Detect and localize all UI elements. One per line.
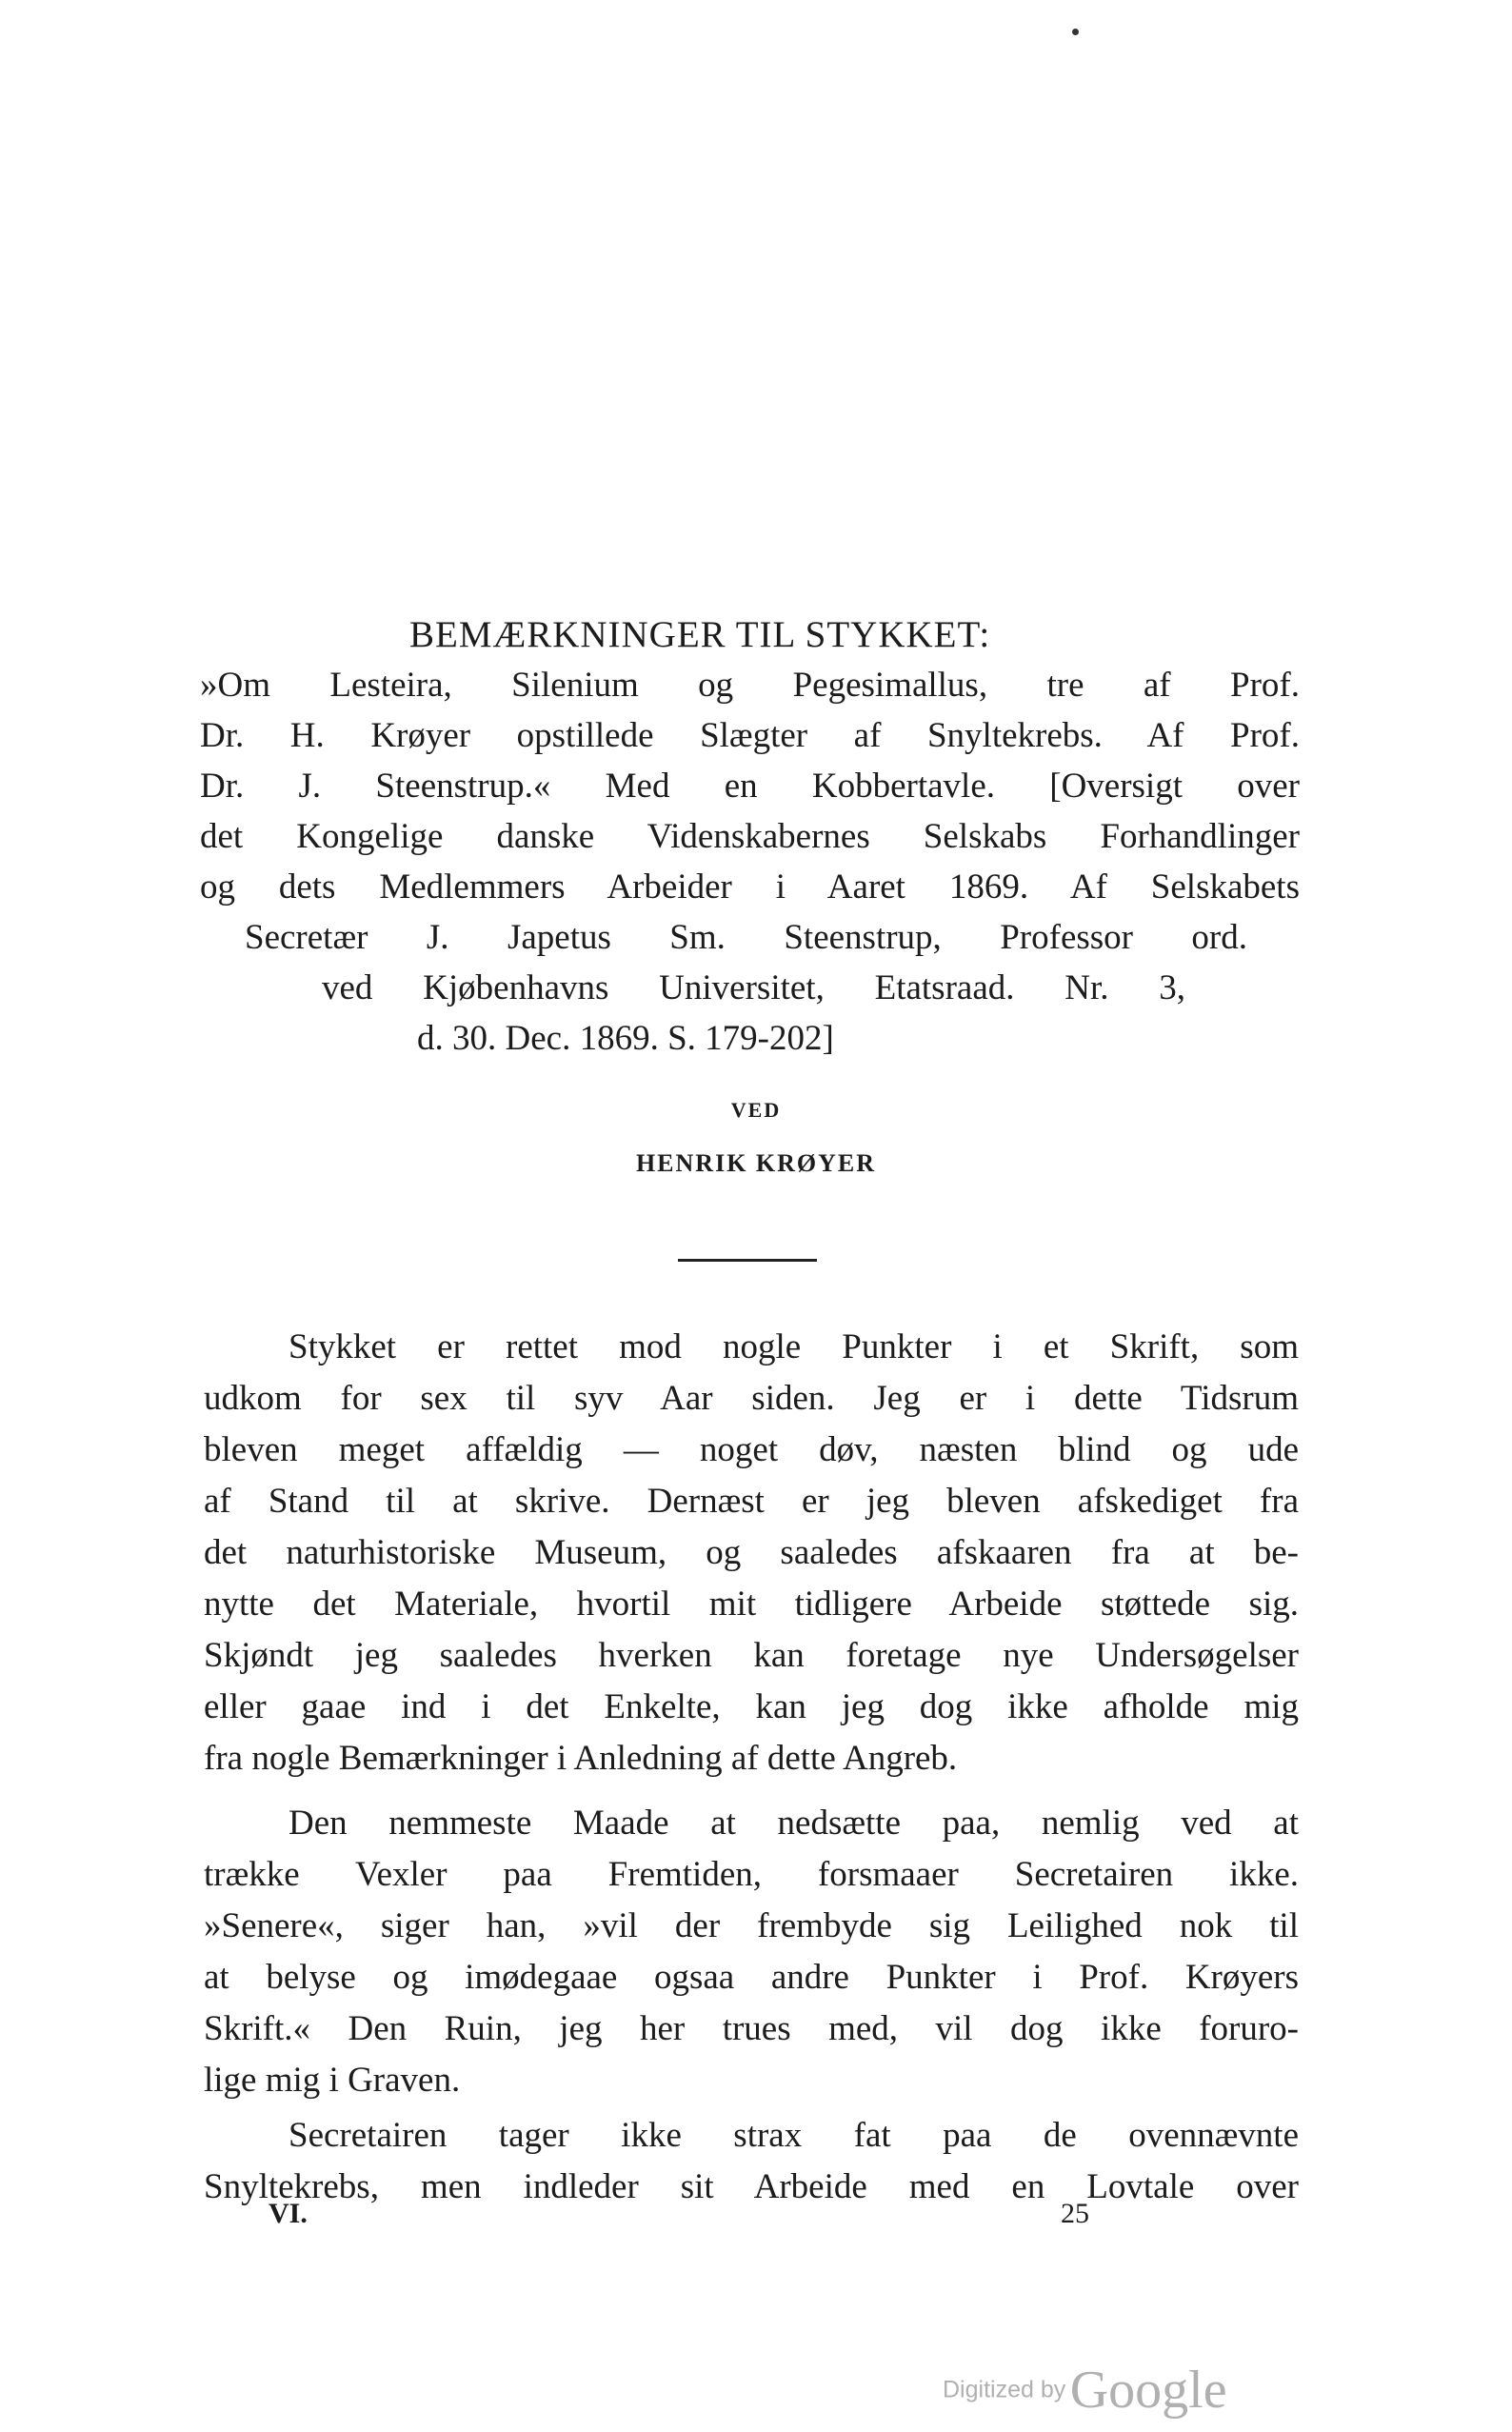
signature-mark: VI. — [269, 2198, 308, 2229]
heading-line: Secretær J. Japetus Sm. Steenstrup, Professor ord. — [245, 918, 1247, 957]
text-line: Den nemmeste Maade at nedsætte paa, nemlig ved at — [288, 1804, 1299, 1843]
text-line: det naturhistoriske Museum, og saaledes afskaaren fra at be- — [204, 1533, 1299, 1572]
text-line: udkom for sex til syv Aar siden. Jeg er i dette Tidsrum — [204, 1379, 1299, 1418]
text-line: nytte det Materiale, hvortil mit tidligere Arbeide støttede sig. — [204, 1585, 1299, 1624]
paragraph-3 — [204, 2110, 1299, 2213]
body-text — [204, 1322, 1299, 2213]
text-line: bleven meget affældig — noget døv, næsten blind og ude — [204, 1430, 1299, 1469]
text-line: fra nogle Bemærkninger i Anledning af dette Angreb. — [204, 1739, 958, 1778]
text-line: Stykket er rettet mod nogle Punkter i et Skrift, som — [288, 1327, 1299, 1366]
paragraph-1 — [204, 1322, 1299, 1784]
article-heading — [200, 609, 1300, 1064]
heading-line: og dets Medlemmers Arbeider i Aaret 1869. Af Selskabets — [200, 867, 1300, 907]
text-line: Skjøndt jeg saaledes hverken kan foretage nye Undersøgelser — [204, 1636, 1299, 1675]
heading-line: Dr. H. Krøyer opstillede Slægter af Snyltekrebs. Af Prof. — [200, 716, 1300, 755]
heading-line: d. 30. Dec. 1869. S. 179-202] — [417, 1019, 834, 1058]
heading-line: ved Kjøbenhavns Universitet, Etatsraad. Nr. 3, — [322, 968, 1185, 1007]
ink-speck — [1072, 29, 1079, 35]
heading-line: Dr. J. Steenstrup.« Med en Kobbertavle. [Oversigt over — [200, 767, 1300, 806]
heading-line: »Om Lesteira, Silenium og Pegesimallus, tre af Prof. — [200, 666, 1300, 705]
heading-title: BEMÆRKNINGER TIL STYKKET: — [409, 614, 991, 655]
text-line: eller gaae ind i det Enkelte, kan jeg dog ikke afholde mig — [204, 1687, 1299, 1726]
text-line: Skrift.« Den Ruin, jeg her trues med, vil dog ikke foruro- — [204, 2009, 1299, 2048]
text-line: trække Vexler paa Fremtiden, forsmaaer Secretairen ikke. — [204, 1855, 1299, 1894]
ved-label: VED — [730, 1098, 782, 1122]
paragraph-2 — [204, 1798, 1299, 2106]
text-line: af Stand til at skrive. Dernæst er jeg bleven afskediget fra — [204, 1482, 1299, 1521]
divider-rule — [678, 1259, 817, 1262]
text-line: lige mig i Graven. — [204, 2061, 461, 2100]
text-line: Secretairen tager ikke strax fat paa de ovennævnte — [288, 2116, 1299, 2155]
text-line: Snyltekrebs, men indleder sit Arbeide med en Lovtale over — [204, 2167, 1299, 2206]
page-number: 25 — [1061, 2198, 1089, 2229]
google-watermark — [943, 2360, 1227, 2421]
google-logo-text: Google — [1069, 2361, 1227, 2420]
heading-line: det Kongelige danske Videnskabernes Selskabs Forhandlinger — [200, 817, 1300, 856]
text-line: at belyse og imødegaae ogsaa andre Punkter i Prof. Krøyers — [204, 1958, 1299, 1997]
digitized-by-text: Digitized by — [943, 2376, 1066, 2403]
author-name: HENRIK KRØYER — [635, 1149, 877, 1177]
text-line: »Senere«, siger han, »vil der frembyde sig Leilighed nok til — [204, 1906, 1299, 1945]
